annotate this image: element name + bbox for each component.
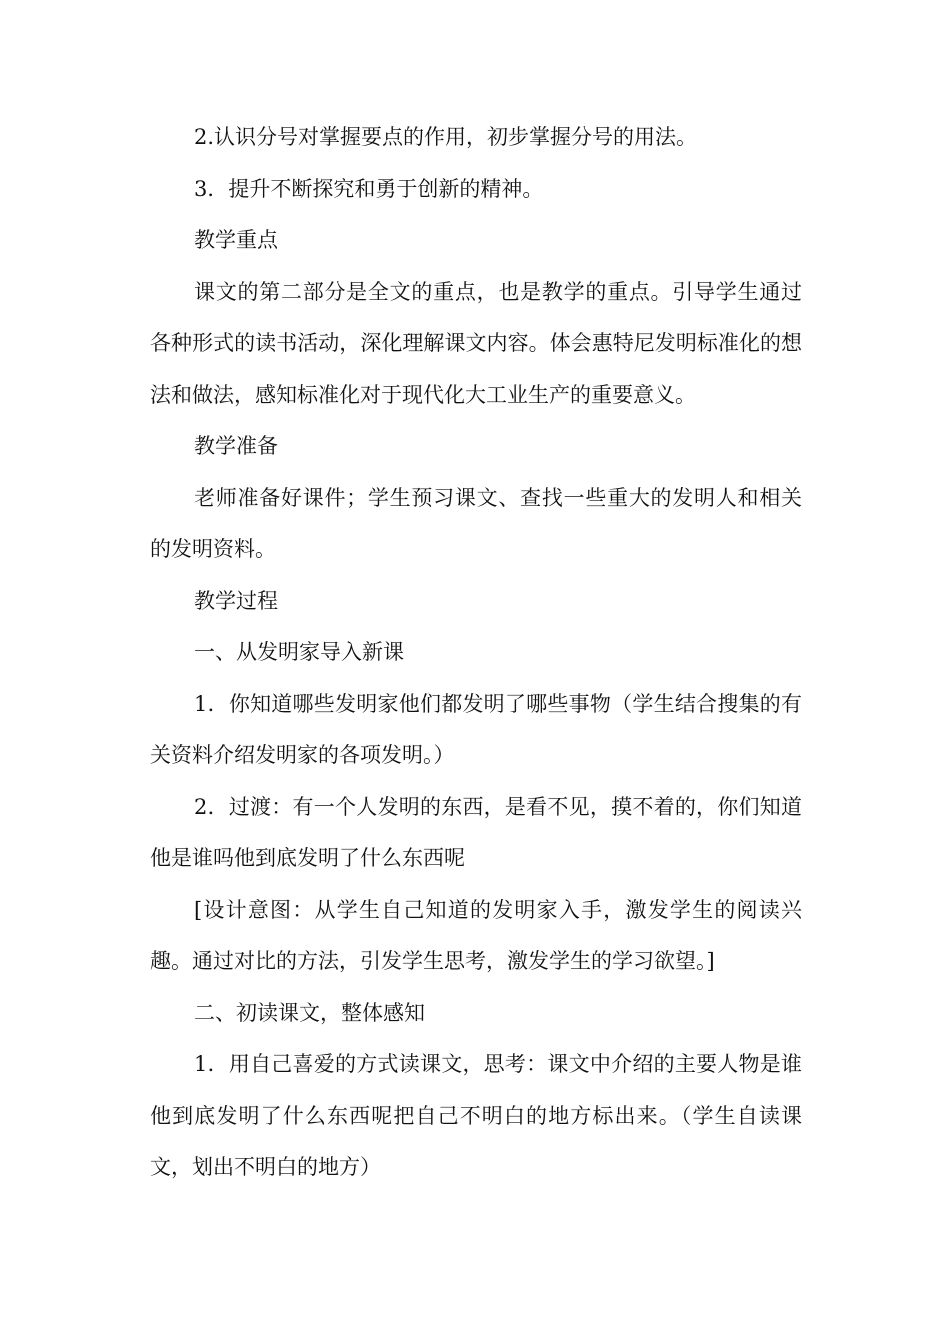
objective-2-paragraph: 2.认识分号对掌握要点的作用，初步掌握分号的用法。: [194, 125, 698, 149]
step-1-heading: 一、从发明家导入新课: [194, 640, 404, 664]
step-1-item-2: 2．过渡：有一个人发明的东西，是看不见，摸不着的，你们知道他是谁吗他到底发明了什么东西呢: [150, 794, 802, 870]
section-heading-preparation: 教学准备: [194, 434, 278, 458]
section-heading-key-points: 教学重点: [194, 228, 278, 252]
design-intent-note: [设计意图：从学生自己知道的发明家入手，激发学生的阅读兴趣。通过对比的方法，引发学生思考，激发学生的学习欲望。]: [150, 897, 802, 973]
document-body: [150, 112, 802, 1194]
step-1-item-1: 1．你知道哪些发明家他们都发明了哪些事物（学生结合搜集的有关资料介绍发明家的各项发明。）: [150, 691, 802, 767]
preparation-paragraph: 老师准备好课件；学生预习课文、查找一些重大的发明人和相关的发明资料。: [150, 485, 802, 561]
key-points-paragraph: 课文的第二部分是全文的重点，也是教学的重点。引导学生通过各种形式的读书活动，深化理解课文内容。体会惠特尼发明标准化的想法和做法，感知标准化对于现代化大工业生产的重要意义。: [150, 279, 802, 407]
step-2-item-1: 1．用自己喜爱的方式读课文，思考：课文中介绍的主要人物是谁他到底发明了什么东西呢把自己不明白的地方标出来。（学生自读课文，划出不明白的地方）: [150, 1052, 802, 1179]
section-heading-process: 教学过程: [194, 588, 278, 613]
objective-3-paragraph: 3．提升不断探究和勇于创新的精神。: [194, 176, 544, 201]
step-2-heading: 二、初读课文，整体感知: [194, 1000, 425, 1025]
